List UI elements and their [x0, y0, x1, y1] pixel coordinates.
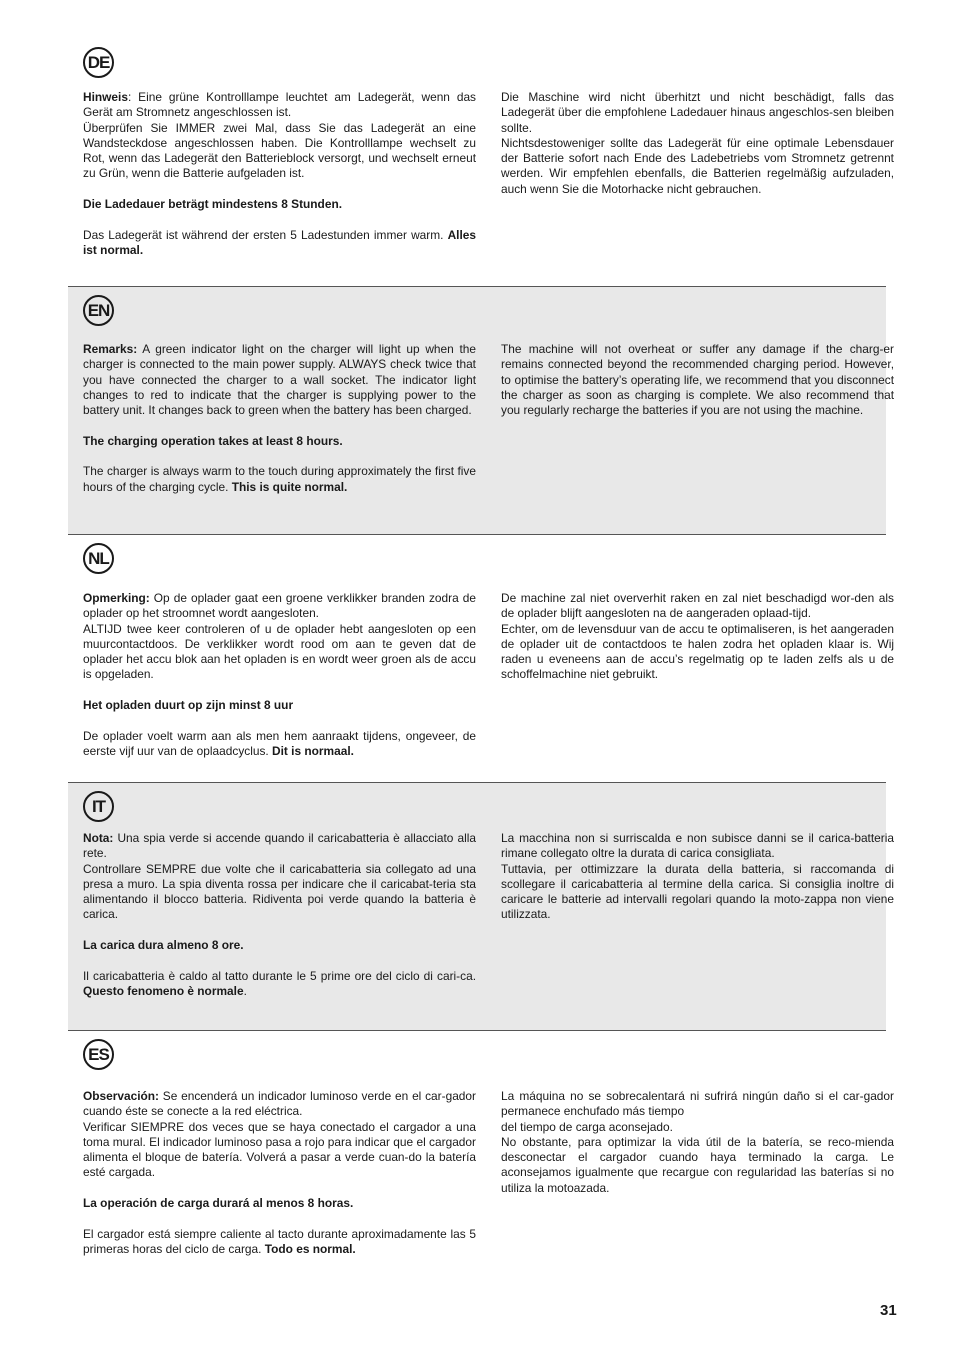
- note-label: Hinweis: [83, 90, 128, 104]
- note-label: Remarks:: [83, 342, 138, 356]
- note-label: Opmerking:: [83, 591, 150, 605]
- language-badge-it: IT: [83, 791, 114, 822]
- warm-bold: This is quite normal.: [231, 479, 348, 494]
- section-it: [68, 782, 894, 1031]
- overheat-paragraph: La macchina non si surriscalda e non subisce danni se il carica-batteria rimane collegato oltre la durata di carica consigliata.: [501, 831, 894, 861]
- warm-text: Il caricabatteria è caldo al tatto durante le 5 prime ore del ciclo di cari-ca.: [83, 968, 476, 983]
- section-es: [68, 1031, 894, 1271]
- note-text: Op de oplader gaat een groene verklikker branden zodra de oplader op het stroomnet wordt aangesloten.: [83, 591, 476, 621]
- note-text: A green indicator light on the charger will light up when the charger is connected to the main power supply. ALWAYS check twice that you have connected the charger to a wall socket. The indicator light changes to red to indicate that the charger is supplying power to the battery unit. It changes back to green when the battery has been charged.: [83, 342, 476, 418]
- note-label: Nota:: [83, 831, 114, 845]
- left-column-it: [83, 831, 476, 999]
- warm-paragraph: [83, 228, 476, 259]
- charging-duration: Die Ladedauer beträgt mindestens 8 Stunden.: [83, 197, 343, 212]
- right-column-en: [501, 342, 894, 418]
- section-nl: [68, 535, 894, 783]
- warm-tail: .: [243, 983, 247, 998]
- recommendation-paragraph: Nichtsdestoweniger sollte das Ladegerät für eine optimale Lebensdauer der Batterie sofort nach Ende des Ladebetriebs vom Stromnetz getrennt werden. Wir empfehlen ebenfalls, die Batterien regelmäßig aufzuladen, auch wenn Sie die Motorhacke nicht gebrauchen.: [501, 135, 894, 196]
- note-paragraph: [83, 90, 476, 121]
- charging-duration: The charging operation takes at least 8 hours.: [83, 433, 343, 448]
- note-paragraph: [83, 342, 476, 418]
- right-column-es: [501, 1089, 894, 1196]
- right-column-nl: [501, 591, 894, 683]
- left-column-en: [83, 342, 476, 495]
- warm-bold: Questo fenomeno è normale: [83, 983, 244, 998]
- page-number: 31: [880, 1302, 897, 1319]
- note-text: Una spia verde si accende quando il caricabatteria è allacciato alla rete.: [83, 831, 476, 861]
- warm-text: The charger is always warm to the touch during approximately the first five hours of the charging cycle.: [83, 464, 476, 494]
- charging-duration: La operación de carga durará al menos 8 horas.: [83, 1196, 354, 1211]
- warm-bold: Todo es normal.: [264, 1241, 356, 1256]
- charging-duration: La carica dura almeno 8 ore.: [83, 938, 244, 953]
- check-paragraph: ALTIJD twee keer controleren of u de oplader hebt aangesloten op een muurcontactdoos. De verklikker wordt rood om aan te geven dat de oplader het accu blok aan het opladen is en wordt weer groen als de accu is opgeladen.: [83, 621, 476, 682]
- note-paragraph: [83, 1089, 476, 1120]
- left-column-es: [83, 1089, 476, 1257]
- charging-duration: Het opladen duurt op zijn minst 8 uur: [83, 698, 294, 713]
- warm-text: De oplader voelt warm aan als men hem aanraakt tijdens, ongeveer, de eerste vijf uur van de oplaadcyclus.: [83, 728, 476, 758]
- right-column-it: [501, 831, 894, 923]
- check-paragraph: Überprüfen Sie IMMER zwei Mal, dass Sie das Ladegerät an eine Wandsteckdose angeschlossen haben. Die Kontrolllampe wechselt zu Rot, wenn das Ladegerät den Batterieblock versorgt, und wechselt erneut zu Grün, wenn die Batterie aufgeladen ist.: [83, 120, 476, 181]
- language-badge-nl: NL: [83, 543, 114, 574]
- warm-paragraph: [83, 969, 476, 1000]
- warm-bold: Alles ist normal.: [83, 227, 476, 257]
- language-badge-es: ES: [83, 1039, 114, 1070]
- check-paragraph: Controllare SEMPRE due volte che il caricabatteria sia collegato ad una presa a muro. La spia diventa rossa per indicare che il caricabat-teria sta alimentando il blocco batteria. Ridiventa poi verde quando la batteria è carica.: [83, 861, 476, 922]
- note-text: : Eine grüne Kontrolllampe leuchtet am Ladegerät, wenn das Gerät am Stromnetz angeschlossen ist.: [83, 90, 476, 120]
- warm-text: Das Ladegerät ist während der ersten 5 Ladestunden immer warm.: [83, 227, 448, 242]
- note-text: Se encenderá un indicador luminoso verde en el car-gador cuando éste se conecte a la red eléctrica.: [83, 1089, 476, 1119]
- check-paragraph: Verificar SIEMPRE dos veces que se haya conectado el cargador a una toma mural. El indicador luminoso pasa a rojo para indicar que el cargador alimenta el bloque de batería. Volverá a pasar a verde cuan-do la batería esté cargada.: [83, 1119, 476, 1180]
- left-column-nl: [83, 591, 476, 759]
- recommendation-paragraph: No obstante, para optimizar la vida útil de la batería, se reco-mienda desconectar el cargador cuando haya terminado la carga. Le aconsejamos igualmente que recargue con regularidad las baterías si no utiliza la motoazada.: [501, 1134, 894, 1195]
- overheat-paragraph-cont: del tiempo de carga aconsejado.: [501, 1119, 673, 1134]
- note-label: Observación:: [83, 1089, 159, 1103]
- warm-paragraph: [83, 729, 476, 760]
- language-badge-de: DE: [83, 47, 114, 78]
- left-column-de: [83, 90, 476, 258]
- warm-bold: Dit is normaal.: [272, 743, 354, 758]
- recommendation-paragraph: Echter, om de levensduur van de accu te optimaliseren, is het aangeraden de oplader uit de contactdoos te halen zodra het opladen klaar is. Wij raden u eveneens aan de accu’s regelmatig op te laden zelfs als u de schoffelmachine niet gebruikt.: [501, 621, 894, 682]
- section-de: [68, 40, 894, 286]
- warm-paragraph: [83, 1227, 476, 1258]
- language-badge-en: EN: [83, 295, 114, 326]
- warm-paragraph: [83, 464, 476, 495]
- note-paragraph: [83, 831, 476, 862]
- right-column-de: [501, 90, 894, 197]
- recommendation-paragraph: Tuttavia, per ottimizzare la durata della batteria, si raccomanda di scollegare il caricabatteria al termine della carica. Si consiglia inoltre di caricare le batterie ad intervalli regolari quando la moto-zappa non viene utilizzata.: [501, 861, 894, 922]
- overheat-paragraph: Die Maschine wird nicht überhitzt und nicht beschädigt, falls das Ladegerät über die empfohlene Ladedauer hinaus angeschlos-sen bleiben sollte.: [501, 90, 894, 135]
- note-paragraph: [83, 591, 476, 622]
- overheat-paragraph: The machine will not overheat or suffer any damage if the charg-er remains connected beyond the recommended charging period. However, to optimise the battery’s operating life, we recommend that you disconnect the charger as soon as charging is complete. We also recommend that you regularly recharge the batteries if you are not using the machine.: [501, 342, 894, 418]
- overheat-paragraph: De machine zal niet oververhit raken en zal niet beschadigd wor-den als de oplader blijft aangesloten na de aangeraden oplaad-tijd.: [501, 591, 894, 621]
- warm-text: El cargador está siempre caliente al tacto durante aproximadamente las 5 primeras horas del ciclo de carga.: [83, 1226, 476, 1256]
- section-en: [68, 286, 894, 535]
- overheat-paragraph: La máquina no se sobrecalentará ni sufrirá ningún daño si el car-gador permanece enchufado más tiempo: [501, 1089, 894, 1119]
